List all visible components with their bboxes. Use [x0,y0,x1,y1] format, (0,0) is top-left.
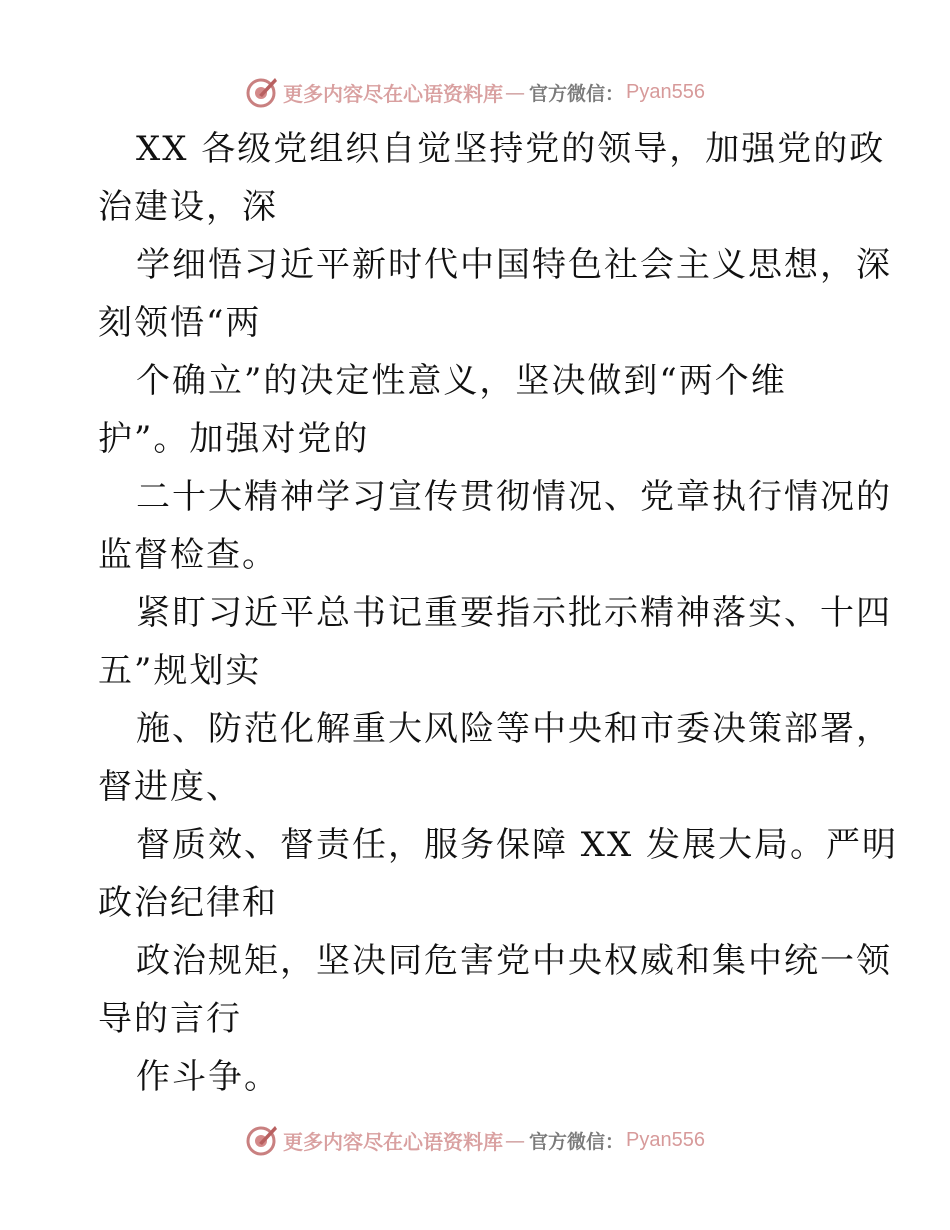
body-line: 学细悟习近平新时代中国特色社会主义思想，深 [136,245,892,285]
body-line: 个确立”的决定性意义，坚决做到“两个维 [136,361,787,401]
footer-banner-text: 更多内容尽在心语资料库 [283,1129,503,1154]
footer-banner [0,1120,950,1160]
body-line: 监督检查。 [98,535,278,575]
body-line: 导的言行 [98,999,242,1039]
body-line: 督进度、 [98,767,242,807]
document-body [98,120,899,1106]
header-wechat-label: 官方微信： [529,82,625,105]
body-line: 刻领悟“两 [98,303,262,343]
body-line: 作斗争。 [136,1057,280,1097]
header-banner [0,72,950,112]
body-line: 二十大精神学习宣传贯彻情况、党章执行情况的 [136,477,892,517]
header-banner-text: 更多内容尽在心语资料库 [283,81,503,106]
body-line: 督质效、督责任，服务保障 XX 发展大局。严明 [136,825,899,865]
body-line: XX 各级党组织自觉坚持党的领导，加强党的政 [136,129,886,169]
body-line: 政治纪律和 [98,883,278,923]
body-line: 政治规矩，坚决同危害党中央权威和集中统一领 [136,941,892,981]
footer-separator: — [505,1128,525,1152]
footer-wechat-id: Pyan556 [626,1128,705,1151]
header-separator: — [505,80,525,104]
quill-logo-icon [245,75,279,109]
header-wechat-id: Pyan556 [626,80,705,103]
body-line: 护”。加强对党的 [98,419,370,459]
quill-logo-icon [245,1123,279,1157]
body-line: 紧盯习近平总书记重要指示批示精神落实、十四 [136,593,892,633]
body-line: 施、防范化解重大风险等中央和市委决策部署， [136,709,892,749]
body-line: 五”规划实 [98,651,262,691]
footer-wechat-label: 官方微信： [529,1130,625,1153]
body-line: 治建设，深 [98,187,278,227]
